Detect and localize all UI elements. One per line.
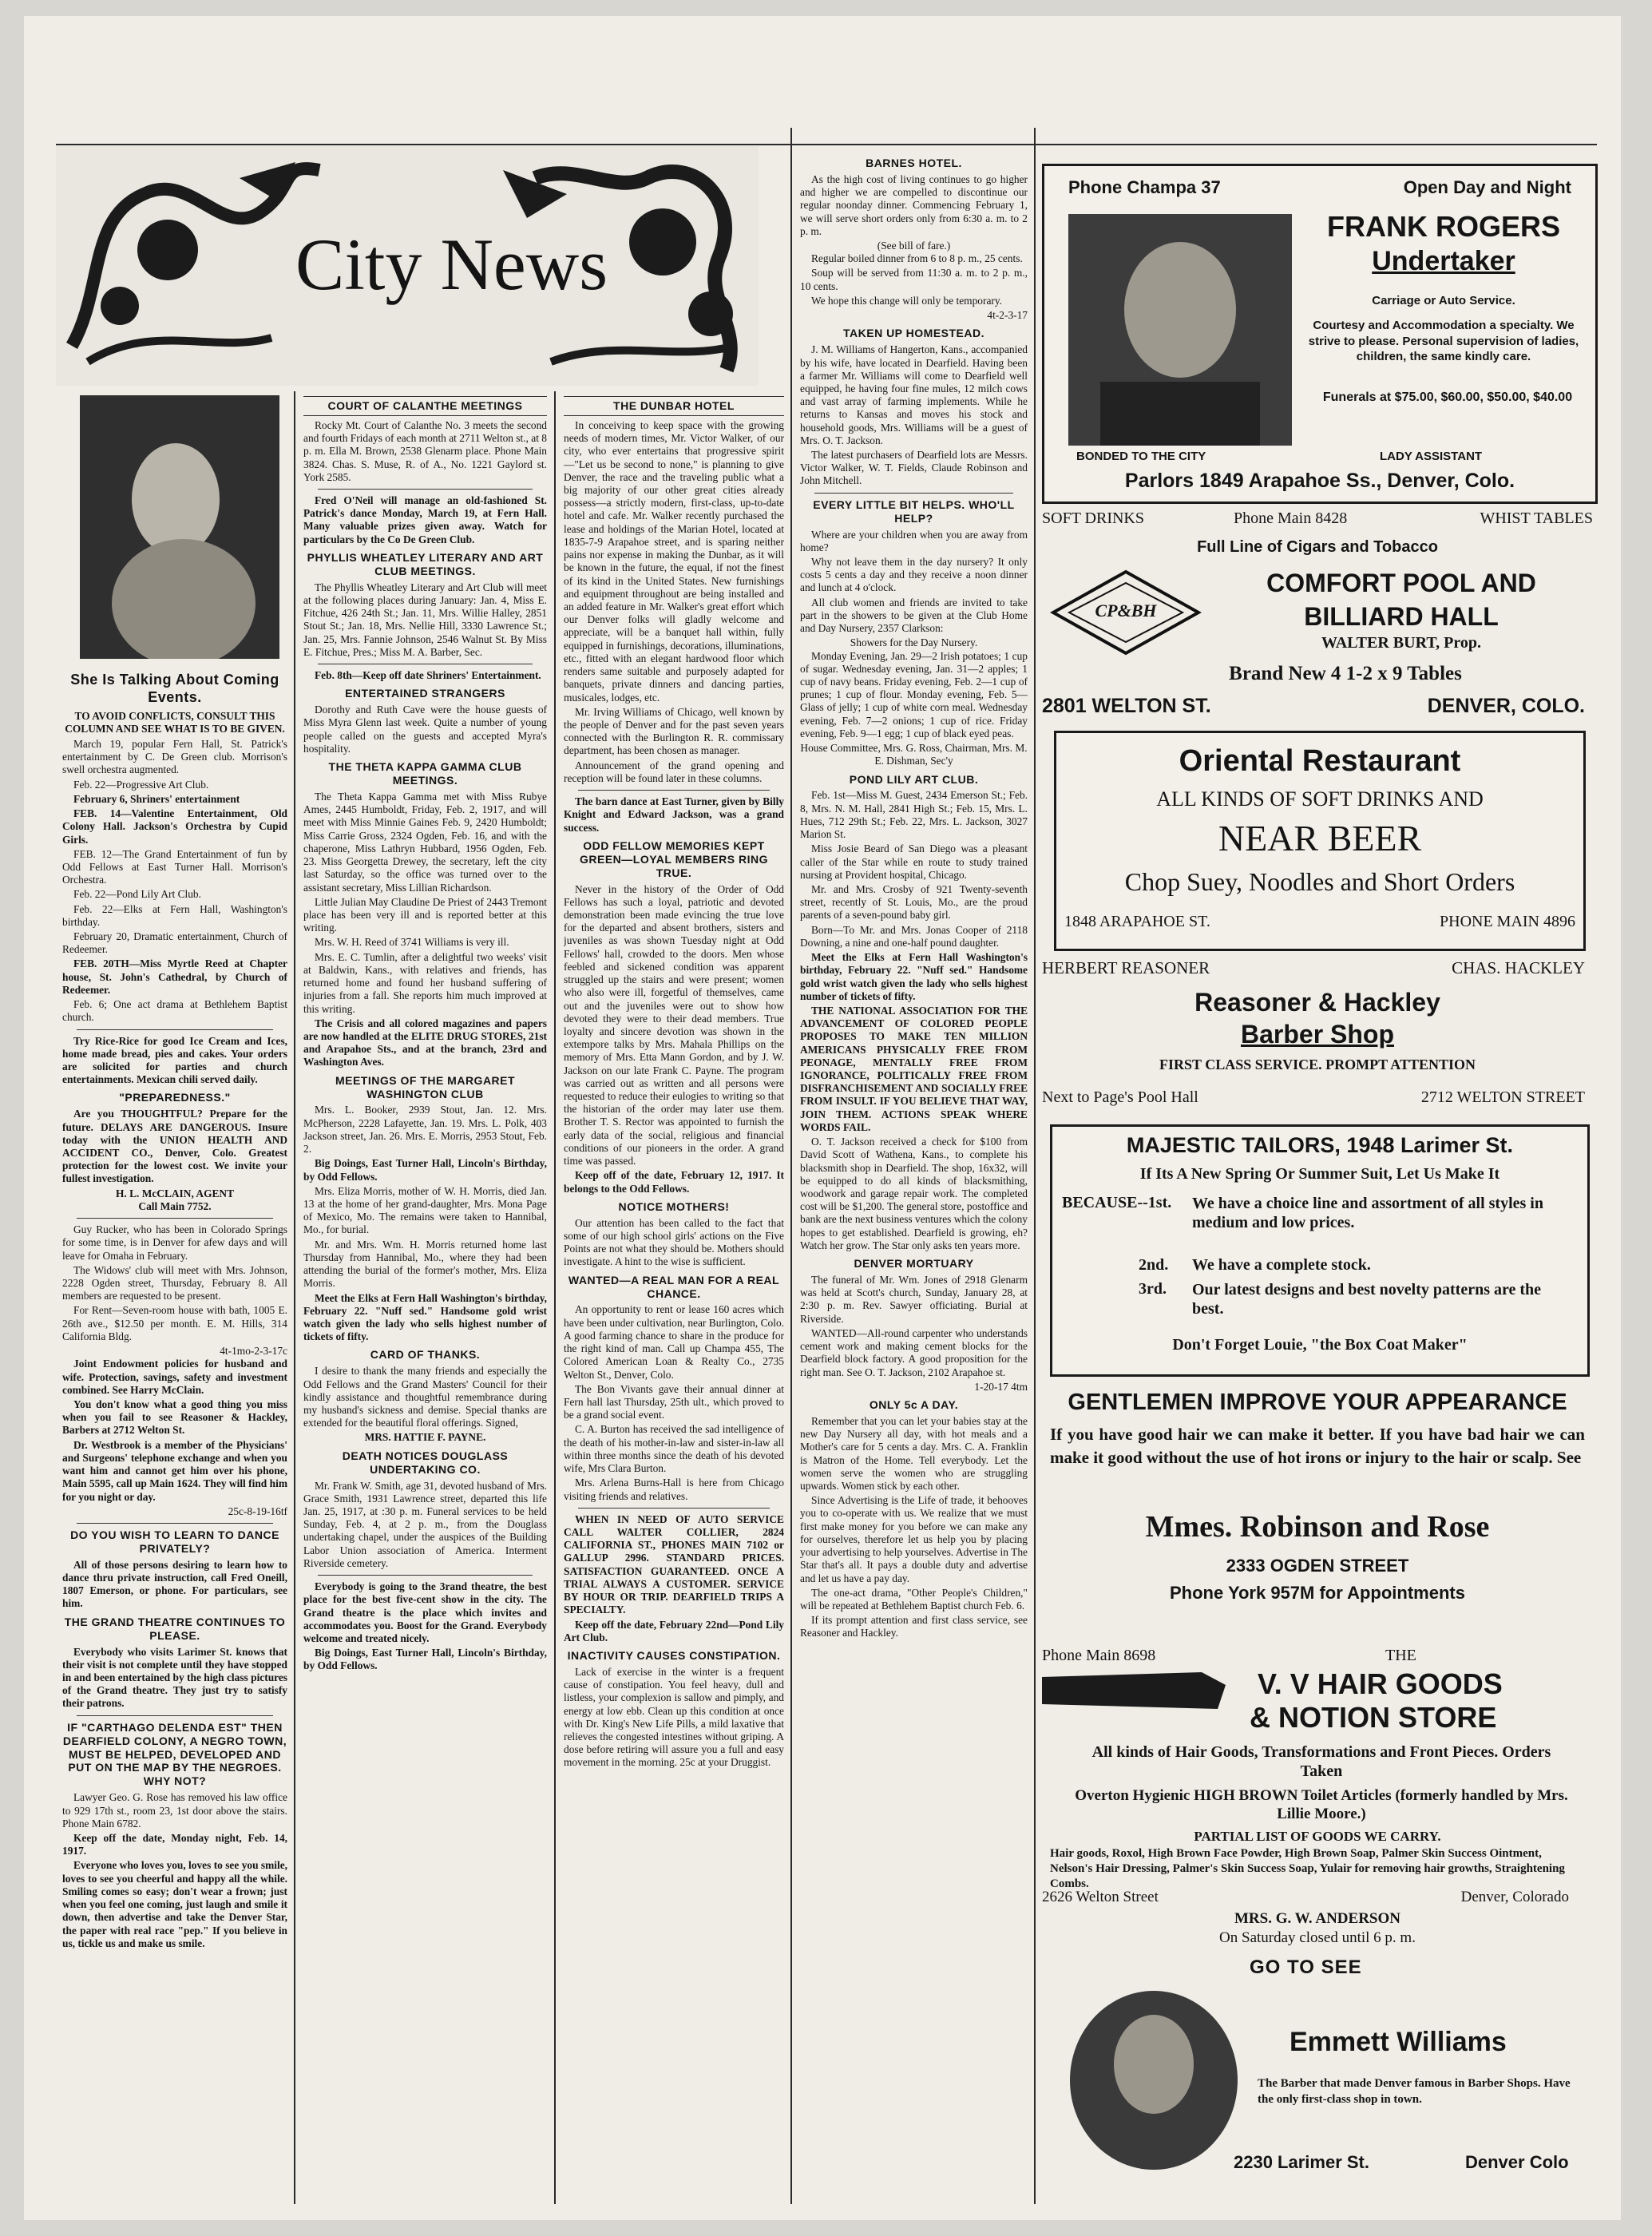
death-body: Mr. Frank W. Smith, age 31, devoted husband of Mrs. Grace Smith, 1931 Lawrence street, departed this life Jan. 25, 1917, at :30 p. m. Funeral services to be held Sunday, Feb. 4, at 2 p. m., from the Douglass undertaking chapel, under the auspices of the Building Labor Union association of America. Interment Riverside cemetery. bbox=[303, 1479, 547, 1569]
oneil-notice: Fred O'Neil will manage an old-fashioned St. Patrick's dance Monday, March 19, at Fern Hall. Many valuable prizes given away. Watch for particulars by the Co De Green Club. bbox=[303, 494, 547, 545]
column-3 bbox=[564, 391, 784, 2204]
wanted-title: WANTED—A REAL MAN FOR A REAL CHANCE. bbox=[568, 1273, 780, 1300]
advertising-notice: Since Advertising is the Life of trade, it behooves you to co-operate with us. We realize that we must first make money for you before we can make any for ourselves, therefore let us help you by placing your advertising to help yourselves. Advertise in The Star that's all. It pays a double duty and advertise and let us have a pay day. bbox=[800, 1494, 1028, 1584]
woman-photo bbox=[80, 395, 279, 659]
column-4 bbox=[800, 152, 1028, 2204]
vv-goods: Hair goods, Roxol, High Brown Face Powder, High Brown Soap, Palmer Skin Success Ointment, Nelson's Hair Dressing, Palmer's Skin Success Soap, Yulair for removing hair growths, Straightening Combs. bbox=[1050, 1847, 1565, 1890]
oriental-address: 1848 ARAPAHOE ST. bbox=[1064, 913, 1210, 930]
tailors-reason-3: Our latest designs and best novelty patterns are the best. bbox=[1192, 1281, 1542, 1318]
masthead-banner bbox=[56, 146, 759, 386]
oddfellow-title: ODD FELLOW MEMORIES KEPT GREEN—LOYAL MEMBERS RING TRUE. bbox=[579, 838, 769, 879]
pond-lily-title: POND LILY ART CLUB. bbox=[849, 772, 979, 786]
death-title: DEATH NOTICES DOUGLASS UNDERTAKING CO. bbox=[342, 1449, 509, 1476]
wanted-body: An opportunity to rent or lease 160 acres which have been under cultivation, near Burlington, Colo. A good farming chance to share in the produce for the right kind of man. Call up Champa 455, The Colored American Loan & Realty Co., 2735 Welton St., Denver, Colo. bbox=[564, 1303, 784, 1381]
only-body: Remember that you can let your babies stay at the new Day Nursery all day, with hot meals and a Mother's care for 5 cents a day. Mrs. C. A. Franklin is Matron of the Home. Tell everybody. Let the women serve the women who are struggling upwards. Women stick by each other. bbox=[800, 1414, 1028, 1493]
showers-list: Monday Evening, Jan. 29—2 Irish potatoes; 1 cup of sugar. Wednesday evening, Jan. 31—2 apples; 1 cup of navy beans. Friday evening, Feb. 2—1 cup of prunes; 1 cup of flour. Monday evening, Feb. 5—Glass of jelly; 1 cup of white corn meal. Wednesday evening, Feb. 7—2 onions; 1 cup of rice. Friday evening, Feb. 9—1 egg; 1 cup of black eyed peas. bbox=[800, 649, 1028, 739]
vv-partial: PARTIAL LIST OF GOODS WE CARRY. bbox=[1194, 1829, 1441, 1844]
barber-portrait-image bbox=[1066, 1988, 1242, 2172]
widows-notice: The Widows' club will meet with Mrs. Johnson, 2228 Ogden street, Thursday, February 8. All members are requested to be present. bbox=[62, 1263, 287, 1302]
dance-title: DO YOU WISH TO LEARN TO DANCE PRIVATELY? bbox=[70, 1528, 279, 1555]
appearance-body: If you have good hair we can make it better. If you have bad hair we can make it good without the use of hot irons or injury to the hair or scalp. See bbox=[1050, 1425, 1585, 1468]
oriental-name: Oriental Restaurant bbox=[1179, 744, 1461, 778]
photo-caption: She Is Talking About Coming Events. bbox=[70, 672, 279, 705]
rogers-lady: LADY ASSISTANT bbox=[1380, 450, 1483, 463]
event-item: February 6, Shriners' entertainment bbox=[73, 792, 240, 805]
tailors-reason-1: We have a choice line and assortment of all styles in medium and low prices. bbox=[1192, 1195, 1543, 1231]
phyllis-body: The Phyllis Wheatley Literary and Art Club will meet at the following places during January: Jan. 4, Miss E. Fitchue, 426 24th St.; Jan. 11, Mrs. Willie Halley, 2851 Stout St.; Jan. 18, Mrs. Nellie Hill, 3330 Lawrence St.; Jan. 25, Mrs. Fannie Johnson, 2546 Walnut St. By Miss E. Fitchue, Pres.; Miss M. A. Barber, Sec. bbox=[303, 581, 547, 658]
vv-overton: Overton Hygienic HIGH BROWN Toilet Articles (formerly handled by Mrs. Lillie Moore.) bbox=[1075, 1787, 1568, 1822]
tailors-2nd: 2nd. bbox=[1139, 1256, 1169, 1274]
pool-phone: Phone Main 8428 bbox=[1234, 509, 1348, 527]
rogers-title: Undertaker bbox=[1372, 246, 1515, 276]
mothers-title: NOTICE MOTHERS! bbox=[618, 1199, 730, 1213]
grand-title: THE GRAND THEATRE CONTINUES TO PLEASE. bbox=[64, 1615, 286, 1642]
for-rent-notice: For Rent—Seven-room house with bath, 1005 E. 26th ave., $12.50 per month. E. M. Hills, 314 California Bldg. bbox=[62, 1304, 287, 1342]
keep-off-notice: Keep off of the date, February 12, 1917. It belongs to the Odd Fellows. bbox=[564, 1169, 784, 1195]
appearance-name: Mmes. Robinson and Rose bbox=[1145, 1510, 1490, 1544]
dunbar-opening: Announcement of the grand opening and reception will be found later in these columns. bbox=[564, 759, 784, 784]
vv-owner: MRS. G. W. ANDERSON bbox=[1234, 1910, 1400, 1927]
tailors-because: BECAUSE--1st. bbox=[1062, 1194, 1172, 1211]
column-rule bbox=[554, 391, 556, 2204]
tailors-line: If Its A New Spring Or Summer Suit, Let Us Make It bbox=[1139, 1165, 1500, 1183]
event-item: FEB. 14—Valentine Entertainment, Old Colony Hall. Jackson's Orchestra by Cupid Girls. bbox=[62, 807, 287, 846]
westbrook-notice: Dr. Westbrook is a member of the Physicians' and Surgeons' telephone exchange and when you want him and cannot get him over his phone, Main 5595, call up Main 1624. They will find him for you night or day. bbox=[62, 1438, 287, 1503]
strangers-title: ENTERTAINED STRANGERS bbox=[345, 687, 505, 700]
homestead-title: TAKEN UP HOMESTEAD. bbox=[843, 327, 984, 340]
margaret-body: Mrs. L. Booker, 2939 Stout, Jan. 12. Mrs. McPherson, 2228 Lafayette, Jan. 19. Mrs. L. Polk, 403 Jackson street, Jan. 26. Mrs. E. Morris, 2953 Stout, Feb. 2. bbox=[303, 1104, 547, 1156]
pool-city: DENVER, COLO. bbox=[1427, 695, 1585, 717]
thanks-body: I desire to thank the many friends and especially the Odd Fellows and the Grand Masters' Council for their kindly assistance and thoughtful remembrance during my husband's sickness and demise. Special thanks are extended for the beautiful floral offerings. Signed, bbox=[303, 1365, 547, 1429]
crisis-notice: The Crisis and all colored magazines and papers are now handled at the ELITE DRUG STORES, 21st and Arapahoe Sts., and at the branch, 23rd and Washington Aves. bbox=[303, 1017, 547, 1068]
pool-ad bbox=[1042, 505, 1593, 728]
everyone-notice: Everyone who loves you, loves to see you smile, loves to see you cheerful and happy all the while. Smiling comes so easy; don't wear a frown; just when you feel one coming, just laugh and smile it down, then advertise and take the Denver Star, the paper with real race "pep." If you believe in us, tickle us and make us smile. bbox=[62, 1859, 287, 1949]
pool-tables: Brand New 4 1-2 x 9 Tables bbox=[1229, 663, 1462, 684]
event-item: February 20, Dramatic entertainment, Church of Redeemer. bbox=[62, 930, 287, 956]
big-doings-notice: Big Doings, East Turner Hall, Lincoln's Birthday, by Odd Fellows. bbox=[303, 1157, 547, 1183]
feb8-notice: Feb. 8th—Keep off date Shriners' Entertainment. bbox=[315, 669, 541, 682]
every-bit-body: Where are your children when you are away from home? bbox=[800, 528, 1028, 553]
preparedness-agent: H. L. McCLAIN, AGENT bbox=[115, 1187, 235, 1199]
vv-the: THE bbox=[1385, 1647, 1416, 1664]
preparedness-title: "PREPAREDNESS." bbox=[119, 1091, 231, 1104]
barber-ad bbox=[1042, 954, 1593, 1114]
masthead-title: City News bbox=[295, 224, 608, 305]
pool-logo-text: CP&BH bbox=[1095, 601, 1157, 620]
barn-dance-notice: The barn dance at East Turner, given by Billy Knight and Edward Jackson, was a grand success. bbox=[564, 795, 784, 834]
rogers-open: Open Day and Night bbox=[1403, 177, 1571, 197]
razor-image bbox=[1042, 1669, 1226, 1717]
barber-next: Next to Page's Pool Hall bbox=[1042, 1088, 1198, 1106]
calanthe-body: Rocky Mt. Court of Calanthe No. 3 meets the second and fourth Fridays of each month at 2711 Welton st., at 8 p. m. Ella M. Brown, 2538 Glenarm place. Phone Main 3824. Chas. S. Muse, R. of A., No. 1221 Gaylord st. York 2585. bbox=[303, 418, 547, 483]
barbers-notice: You don't know what a good thing you miss when you fail to see Reasoner & Hackley, Barbers at 2712 Welton St. bbox=[62, 1398, 287, 1437]
crosby-notice: Mr. and Mrs. Crosby of 921 Twenty-seventh street, recently of St. Louis, Mo., are the proud parents of a seven-pound baby girl. bbox=[800, 882, 1028, 922]
dunbar-manager: Mr. Irving Williams of Chicago, well known by the people of Denver and for the past seven years connected with the Burlington R. R. commissary department, has been chosen as manager. bbox=[564, 705, 784, 757]
emmett-name: Emmett Williams bbox=[1290, 2027, 1507, 2057]
barber-left: HERBERT REASONER bbox=[1042, 958, 1210, 977]
appearance-head: GENTLEMEN IMPROVE YOUR APPEARANCE bbox=[1068, 1390, 1567, 1415]
reed-notice: Mrs. W. H. Reed of 3741 Williams is very ill. bbox=[315, 936, 509, 949]
pool-cigars: Full Line of Cigars and Tobacco bbox=[1197, 538, 1438, 556]
barber-shop: Barber Shop bbox=[1240, 1020, 1395, 1049]
barnes-code: 4t-2-3-17 bbox=[987, 309, 1028, 322]
collier-ad: WHEN IN NEED OF AUTO SERVICE CALL WALTER COLLIER, 2824 CALIFORNIA ST., PHONES MAIN 7102 or GALLUP 2996. STANDARD PRICES. SATISFACTION GUARANTEED. ONCE A TRIAL ALWAYS A CUSTOMER. SERVICE BY HOUR OR TRIP. DEARFIELD TRIPS A SPECIALTY. bbox=[564, 1512, 784, 1616]
mortuary-title: DENVER MORTUARY bbox=[854, 1257, 974, 1271]
keep-off-date: Keep off the date, Monday night, Feb. 14, 1917. bbox=[62, 1832, 287, 1857]
big-doings-notice-2: Big Doings, East Turner Hall, Lincoln's Birthday, by Odd Fellows. bbox=[303, 1647, 547, 1672]
top-rule bbox=[56, 144, 1597, 145]
theta-title: THE THETA KAPPA GAMMA CLUB MEETINGS. bbox=[328, 760, 522, 787]
pond-lily-body: Feb. 1st—Miss M. Guest, 2434 Emerson St.; Feb. 8, Mrs. N. M. Hall, 2841 High St.; Feb. 15, Mrs. L. Hues, 712 29th St.; Feb. 22, Mrs. L. Jackson, 3027 Marion St. bbox=[800, 789, 1028, 841]
showers-title: Showers for the Day Nursery. bbox=[850, 636, 978, 649]
column-1 bbox=[62, 667, 287, 2208]
prompt-notice: If its prompt attention and first class service, see Reasoner and Hackley. bbox=[800, 1614, 1028, 1639]
appearance-address: 2333 OGDEN STREET bbox=[1226, 1556, 1409, 1576]
event-item: Feb. 22—Progressive Art Club. bbox=[73, 778, 209, 791]
rogers-parlors: Parlors 1849 Arapahoe Ss., Denver, Colo. bbox=[1124, 470, 1515, 492]
barnes-dinner: Regular boiled dinner from 6 to 8 p. m., 25 cents. bbox=[811, 252, 1023, 265]
beard-notice: Miss Josie Beard of San Diego was a pleasant caller of the Star while en route to study trained nursing at Provident hospital, Chicago. bbox=[800, 842, 1028, 881]
elks-notice-2: Meet the Elks at Fern Hall Washington's birthday, February 22. "Nuff sed." Handsome gold wrist watch given the lady who sells highest number of tickets of fifty. bbox=[800, 951, 1028, 1002]
every-bit-body-2: Why not leave them in the day nursery? It only costs 5 cents a day and they receive a noon dinner and lunch at 4 o'clock. bbox=[800, 556, 1028, 594]
vv-phone: Phone Main 8698 bbox=[1042, 1647, 1156, 1664]
tailors-reason-2: We have a complete stock. bbox=[1192, 1256, 1371, 1274]
pond-lily-notice: Keep off the date, February 22nd—Pond Lily Art Club. bbox=[564, 1618, 784, 1643]
rogers-service: Carriage or Auto Service. bbox=[1372, 294, 1515, 307]
grand-body: Everybody who visits Larimer St. knows that their visit is not complete until they have stopped in and been entertained by the high class pictures of the Grand theatre. They just try to satisfy their patrons. bbox=[62, 1645, 287, 1710]
barnes-bill: (See bill of fare.) bbox=[877, 240, 951, 252]
born-notice: Born—To Mr. and Mrs. Jonas Cooper of 2118 Downing, a nine and one-half pound daughter. bbox=[800, 923, 1028, 949]
rucker-notice: Guy Rucker, who has been in Colorado Springs for some time, is in Denver for afew days and will leave for Omaha in February. bbox=[62, 1223, 287, 1262]
barnes-body: As the high cost of living continues to go higher and higher we are compelled to discontinue our regular noonday dinner. Commencing February 1, we will serve short orders only from 6:30 a. m. to 2 p. m. bbox=[800, 172, 1028, 237]
joint-endowment: Joint Endowment policies for husband and wife. Protection, savings, safety and investment combined. See Harry McClain. bbox=[62, 1358, 287, 1396]
oriental-ad bbox=[1054, 731, 1586, 951]
preparedness-call: Call Main 7752. bbox=[138, 1199, 212, 1212]
pool-prop: WALTER BURT, Prop. bbox=[1321, 634, 1482, 652]
inactivity-body: Lack of exercise in the winter is a frequent cause of constipation. You feel heavy, dull and listless, your complexion is sallow and pimply, and energy at low ebb. Clean up this condition at once with Dr. King's New Life Pills, a mild laxative that relieves the congested intestines without griping. A dose before retiring will assure you a full and easy movement in the morning. 25c at your Druggist. bbox=[564, 1665, 784, 1769]
every-bit-body-3: All club women and friends are invited to take part in the showers to be given at the Club Home and Day Nursery, 2357 Clarkson: bbox=[800, 596, 1028, 635]
oddfellow-body: Never in the history of the Order of Odd Fellows has such a loyal, patriotic and devoted demonstration been made evincing the true love for the departed and absent brothers, sisters and juveniles as was shown Tuesday night at Odd Fellows' hall, crowded to the doors. Men whose feebled and sickened condition was apparent struggled up the stairs and were present; women who also were ill, forgetful of themselves, came out and the juveniles were out to show how devoted they were to their dead members. True loyalty and sincere devotion was shown in the extempore talks by Mrs. Mahala Phillips on the memory of Mrs. Etta Mann Gordon, and by J. W. Jackson on our late Frank C. Payne. The program was carried out as written and all persons were requested to reduce their eulogies to writing so that the historian of the order may later use them. Brother T. S. Rector was appointed to furnish the early data of the social, religious and financial conditions of our pioneers in the order. A grand time was passed. bbox=[564, 882, 784, 1168]
thanks-signature: MRS. HATTIE F. PAYNE. bbox=[364, 1431, 486, 1444]
jackson-notice: O. T. Jackson received a check for $100 from David Scott of Wathena, Kans., to complete his blacksmith shop in Dearfield. The shop, 16x32, will be equipped to do all kinds of blacksmithing, woodwork and garage repair work. The completed cost will be $1,200. The general store, postoffice and bank are the next business ventures which the colony hopes to get established. Dearfield is growing, eh? Watch her grow. The Star only asks ten years more. bbox=[800, 1136, 1028, 1251]
westbrook-code: 25c-8-19-16tf bbox=[228, 1505, 287, 1517]
rose-notice: Lawyer Geo. G. Rose has removed his law office to 929 17th st., room 23, 1st door above the stairs. Phone Main 6782. bbox=[62, 1791, 287, 1830]
barber-right: CHAS. HACKLEY bbox=[1452, 958, 1585, 977]
morris-notice: Mr. and Mrs. Wm. H. Morris returned home last Thursday from Hannibal, Mo., where they had been attending the burial of the former's mother, Mrs. Eliza Morris. bbox=[303, 1238, 547, 1290]
wanted-carpenter: WANTED—All-round carpenter who understands cement work and making cement blocks for the Dearfield block factory. A good proposition for the right man. See O. T. Jackson, 2102 Arapahoe st. bbox=[800, 1326, 1028, 1378]
newspaper-page bbox=[24, 16, 1621, 2220]
pool-name1: COMFORT POOL AND bbox=[1266, 569, 1536, 597]
eliza-notice: Mrs. Eliza Morris, mother of W. H. Morris, died Jan. 13 at the home of her grand-daughter, Mrs. Mona Page of Mexico, Mo. The remains were taken to Hannibal, Mo., for burial. bbox=[303, 1184, 547, 1236]
barnes-soup: Soup will be served from 11:30 a. m. to 2 p. m., 10 cents. bbox=[800, 267, 1028, 292]
event-item: March 19, popular Fern Hall, St. Patrick's entertainment by C. De Green club. Morrison's swell orchestra augmented. bbox=[62, 737, 287, 776]
every-bit-title: EVERY LITTLE BIT HELPS. WHO'LL HELP? bbox=[813, 498, 1015, 525]
naacp-notice: THE NATIONAL ASSOCIATION FOR THE ADVANCEMENT OF COLORED PEOPLE PROPOSES TO MAKE TEN MILLION AMERICANS PHYSICALLY FREE FROM PEONAGE, MENTALLY FREE FROM IGNORANCE, POLITICALLY FREE FROM DISFRANCHISEMENT AND SOCIALLY FREE FROM INSULT. IF YOU BELIEVE THAT WAY, JOIN THEM. ACTIONS SPEAK WHERE WORDS FAIL. bbox=[800, 1004, 1028, 1133]
oriental-beer: NEAR BEER bbox=[1218, 818, 1422, 858]
tailors-ad bbox=[1050, 1124, 1590, 1377]
for-rent-code: 4t-1mo-2-3-17c bbox=[220, 1345, 287, 1358]
dance-body: All of those persons desiring to learn how to dance thru private instruction, call Fred Oneill, 1807 Emerson, or phone. For particulars, see him. bbox=[62, 1558, 287, 1610]
tailors-louie: Don't Forget Louie, "the Box Coat Maker" bbox=[1172, 1336, 1468, 1354]
burton-notice: C. A. Burton has received the sad intelligence of the death of his mother-in-law and sister-in-law all within three months since the death of his devoted wife, Mrs Clara Burton. bbox=[564, 1423, 784, 1475]
rogers-phone: Phone Champa 37 bbox=[1068, 177, 1221, 197]
rogers-funerals: Funerals at $75.00, $60.00, $50.00, $40.00 bbox=[1322, 391, 1573, 404]
event-item: Feb. 6; One act drama at Bethlehem Baptist church. bbox=[62, 998, 287, 1024]
bon-vivants-notice: The Bon Vivants gave their annual dinner at Fern hall last Thursday, 25th ult., which proved to be a grand social event. bbox=[564, 1382, 784, 1421]
pool-logo bbox=[1050, 569, 1202, 656]
emmett-desc: The Barber that made Denver famous in Barber Shops. Have the only first-class shop in town. bbox=[1258, 2077, 1571, 2106]
mothers-body: Our attention has been called to the fact that some of our high school girls' actions on the Five Points are not what they should be. Mothers should investigate. A hint to the wise is sufficient. bbox=[564, 1216, 784, 1268]
emmett-address: 2230 Larimer St. bbox=[1234, 2152, 1369, 2172]
house-committee: House Committee, Mrs. G. Ross, Chairman, Mrs. M. E. Dishman, Sec'y bbox=[800, 742, 1028, 767]
pool-name2: BILLIARD HALL bbox=[1304, 602, 1499, 631]
wanted-code: 1-20-17 4tm bbox=[974, 1380, 1028, 1393]
emmett-portrait bbox=[1066, 1988, 1242, 2172]
pool-soft: SOFT DRINKS bbox=[1042, 509, 1144, 527]
tailors-name: MAJESTIC TAILORS, 1948 Larimer St. bbox=[1126, 1133, 1514, 1157]
man-portrait-image bbox=[1068, 214, 1292, 446]
pool-address: 2801 WELTON ST. bbox=[1042, 695, 1211, 717]
rogers-portrait bbox=[1068, 214, 1292, 446]
portrait-image bbox=[80, 395, 279, 659]
column-rule bbox=[790, 128, 792, 2204]
rogers-ad bbox=[1042, 164, 1598, 504]
elks-notice: Meet the Elks at Fern Hall Washington's birthday, February 22. "Nuff sed." Handsome gold wrist watch given the lady who sells highest number of tickets of fifty. bbox=[303, 1291, 547, 1343]
appearance-ad bbox=[1042, 1390, 1593, 1629]
inactivity-title: INACTIVITY CAUSES CONSTIPATION. bbox=[567, 1648, 781, 1662]
column-rule bbox=[1034, 128, 1036, 2204]
barnes-hope: We hope this change will only be temporary. bbox=[811, 294, 1003, 307]
oriental-chop: Chop Suey, Noodles and Short Orders bbox=[1124, 867, 1515, 896]
tailors-3rd: 3rd. bbox=[1139, 1280, 1167, 1298]
thanks-title: CARD OF THANKS. bbox=[370, 1348, 481, 1362]
vv-kinds: All kinds of Hair Goods, Transformations and Front Pieces. Orders Taken bbox=[1091, 1743, 1551, 1780]
tumlin-notice: Mrs. E. C. Tumlin, after a delightful two weeks' visit at Baldwin, Kans., with relatives and friends, has returned home and found her husband suffering of injuries from a fall. She reports him much improved at this writing. bbox=[303, 950, 547, 1015]
emmett-city: Denver Colo bbox=[1465, 2152, 1569, 2172]
column-2 bbox=[303, 391, 547, 2204]
events-intro: TO AVOID CONFLICTS, CONSULT THIS COLUMN AND SEE WHAT IS TO BE GIVEN. bbox=[65, 709, 285, 735]
vv-city: Denver, Colorado bbox=[1460, 1889, 1569, 1905]
mortuary-body: The funeral of Mr. Wm. Jones of 2918 Glenarm was held at Scott's church, Sunday, January 28, at 2:30 p. m. Rev. Sawyer officiating. Burial at Riverside. bbox=[800, 1274, 1028, 1325]
oriental-phone: PHONE MAIN 4896 bbox=[1440, 913, 1575, 930]
pool-whist: WHIST TABLES bbox=[1480, 509, 1593, 527]
theta-body: The Theta Kappa Gamma met with Miss Rubye Ames, 2445 Humboldt, Friday, Feb. 2, 1917, and will meet with Miss Minnie Gaines Feb. 9, 2420 Humboldt; Miss Carrie Gross, 2324 Ogden, Feb. 16, and with the chaperone, Miss Lathryn Hubbard, 1956 Ogden, Feb. 23. Miss Georgetta Drewey, the secretary, left the city last Saturday, so the office was turned over to the assistant secretary, Miss Lillian Richardson. bbox=[303, 791, 547, 894]
arlena-notice: Mrs. Arlena Burns-Hall is here from Chicago visiting friends and relatives. bbox=[564, 1477, 784, 1502]
phyllis-title: PHYLLIS WHEATLEY LITERARY AND ART CLUB MEETINGS. bbox=[307, 550, 544, 577]
vv-address: 2626 Welton Street bbox=[1042, 1889, 1159, 1905]
oriental-drinks: ALL KINDS OF SOFT DRINKS AND bbox=[1156, 787, 1484, 811]
vv-saturday: On Saturday closed until 6 p. m. bbox=[1219, 1929, 1416, 1946]
vv-name1: V. V HAIR GOODS bbox=[1258, 1667, 1503, 1700]
grand-theatre-notice: Everybody is going to the 3rand theatre, the best place for the best five-cent show in the city. The Grand theatre is the place which invites and accommodates you. Boost for the Grand. Everybody welcome and treated nicely. bbox=[303, 1580, 547, 1644]
barber-service: FIRST CLASS SERVICE. PROMPT ATTENTION bbox=[1159, 1057, 1476, 1072]
only-title: ONLY 5c A DAY. bbox=[869, 1398, 959, 1411]
razor-icon bbox=[1042, 1669, 1226, 1717]
emmett-goto: GO TO SEE bbox=[1250, 1956, 1362, 1978]
column-rule bbox=[294, 391, 295, 2204]
strangers-body: Dorothy and Ruth Cave were the house guests of Miss Myra Glenn last week. Quite a number of young people called on the guests and accepted Myra's hospitality. bbox=[303, 704, 547, 755]
event-item: Feb. 22—Elks at Fern Hall, Washington's birthday. bbox=[62, 902, 287, 928]
appearance-phone: Phone York 957M for Appointments bbox=[1170, 1583, 1465, 1603]
vv-name2: & NOTION STORE bbox=[1250, 1701, 1497, 1734]
julian-notice: Little Julian May Claudine De Priest of 2443 Tremont place has been very ill and is reported better at this writing. bbox=[303, 895, 547, 934]
drama-notice: The one-act drama, "Other People's Children," will be repeated at Bethlehem Baptist church Feb. 6. bbox=[800, 1586, 1028, 1612]
carthago-title: IF "CARTHAGO DELENDA EST" THEN DEARFIELD COLONY, A NEGRO TOWN, MUST BE HELPED, DEVELOPED AND PUT ON THE MAP BY THE NEGROES. WHY NOT? bbox=[62, 1720, 287, 1788]
dunbar-title: THE DUNBAR HOTEL bbox=[564, 396, 784, 416]
margaret-title: MEETINGS OF THE MARGARET WASHINGTON CLUB bbox=[335, 1073, 516, 1100]
dunbar-body: In conceiving to keep space with the growing needs of modern times, Mr. Victor Walker, of our city, who ever entertains that progressive spirit—"Let us be second to none," is planning to give Denver, the race and the traveling public what a big majority of our other great cities already possess—a strictly modern, first-class, up-to-date hotel and cafe. Mr. Walker recently purchased the lease and holdings of the Marian Hotel, located at 1835-7-9 Arapahoe street, and is sparing neither pains nor expense in making the Dunbar, as it will be known in the future, the equal, if not the finest of its kind in the United States. New furnishings and equipment throughout are being installed and an added feature in Mr. Walker's great effort which our Denver folks will gladly welcome and appreciate, will be a banquet hall within, fully equipped in furnishings, decorations, illuminations, etc., fitted with an elegant hardwood floor which renders same suitable and purposely adapted for banquets, private dinners and dancing parties, musicales, lodges, etc. bbox=[564, 418, 784, 704]
rogers-bonded: BONDED TO THE CITY bbox=[1076, 450, 1206, 463]
homestead-body: J. M. Williams of Hangerton, Kans., accompanied by his wife, have located in Dearfield. Having been a farmer Mr. Williams will come to Dearfield well equipped, he having four fine mules, 12 milch cows and vast array of farming implements. While he returns to Kansas and moves his stock and household goods, Mrs. Williams will be a guest of Mrs. O. T. Jackson. bbox=[800, 343, 1028, 446]
barber-address: 2712 WELTON STREET bbox=[1420, 1088, 1585, 1106]
rice-notice: Try Rice-Rice for good Ice Cream and Ices, home made bread, pies and cakes. Your orders are solicited for parties and church entertainments. Mexican chili served daily. bbox=[62, 1034, 287, 1086]
calanthe-title: COURT OF CALANTHE MEETINGS bbox=[303, 396, 547, 416]
homestead-lots: The latest purchasers of Dearfield lots are Messrs. Victor Walker, W. T. Fields, Claude Robinson and John Mitchell. bbox=[800, 449, 1028, 487]
emmett-ad bbox=[1042, 1956, 1593, 2204]
barnes-title: BARNES HOTEL. bbox=[866, 157, 962, 169]
vv-ad bbox=[1042, 1645, 1593, 1949]
event-item: FEB. 12—The Grand Entertainment of fun by Odd Fellows at East Turner Hall. Morrison's Orchestra. bbox=[62, 847, 287, 886]
event-item: Feb. 22—Pond Lily Art Club. bbox=[73, 888, 201, 901]
rogers-name: FRANK ROGERS bbox=[1326, 210, 1560, 243]
event-item: FEB. 20TH—Miss Myrtle Reed at Chapter house, St. John's Cathedral, by Church of Redeemer. bbox=[62, 957, 287, 996]
preparedness-body: Are you THOUGHTFUL? Prepare for the future. DELAYS ARE DANGEROUS. Insure today with the UNION HEALTH AND ACCIDENT CO., Denver, Colo. Greatest protection for the lowest cost. We invite your fullest investigation. bbox=[62, 1108, 287, 1185]
rogers-courtesy: Courtesy and Accommodation a specialty. We strive to please. Personal supervision of ladies, children, the same kindly care. bbox=[1308, 319, 1579, 363]
barber-name: Reasoner & Hackley bbox=[1194, 988, 1440, 1017]
